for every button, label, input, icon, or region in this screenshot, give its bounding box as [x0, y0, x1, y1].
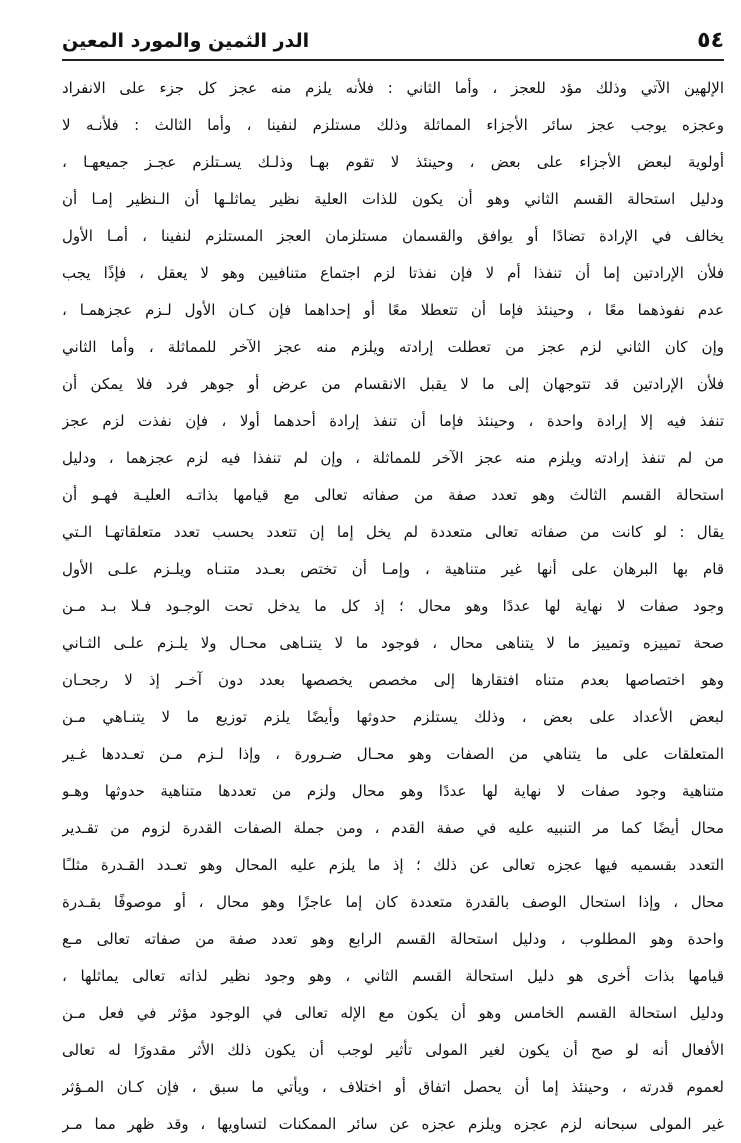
- running-title: الدر الثمين والمورد المعين: [62, 30, 310, 52]
- text-line: محال أيضًا كما مر التنبيه عليه في صفة القدم ، ومن جملة الصفات القدرة لزوم من تقـدير: [62, 819, 724, 837]
- text-line: وهو اختصاصها بعدم متناه افتقارها إلى مخصص يخصصها بعدد دون آخـر إذ لا رجحـان: [62, 671, 724, 689]
- text-line: استحالة القسم الثالث وهو تعدد صفة من صفاته تعالى مع قيامها بذاتـه العليـة فهـو أن: [62, 486, 724, 504]
- body-text: [62, 70, 724, 1143]
- text-line: فلأن الإرادتين قد تتوجهان إلى ما لا يقبل الانقسام من عرض أو جوهر فرد فلا يمكن أن: [62, 375, 724, 393]
- text-line: واحدة وهو المطلوب ، ودليل استحالة القسم الرابع وهو تعدد صفة من صفاته تعالى مـع: [62, 930, 724, 948]
- text-line: المتعلقات على ما يتناهي من الصفات وهو محـال ضـرورة ، وإذا لـزم مـن تعـددها غـير: [62, 745, 724, 763]
- text-line: غير المولى سبحانه لزم عجزه ويلزم عجزه عن سائر الممكنات لتساويها ، وقد ظهر مما مـر: [62, 1115, 724, 1133]
- header-divider: [62, 59, 724, 61]
- text-line: يقال : لو كانت من صفاته تعالى متعددة لم يخل إما إن تتعدد بحسب تعدد متعلقاتهـا الـتي: [62, 523, 724, 541]
- page-number: ٥٤: [697, 28, 724, 53]
- text-line: وعجزه يوجب عجز سائر الأجزاء المماثلة وذلك مستلزم لنفينا ، وأما الثالث : فلأنـه لا: [62, 116, 724, 134]
- text-line: قام بها البرهان على أنها غير متناهية ، وإمـا أن تختص بعـدد متنـاه ويلـزم علـى الأول: [62, 560, 724, 578]
- text-line: ودليل استحالة القسم الثاني وهو أن يكون للذات العلية نظير يماثلـها أن الـنظير إمـا أن: [62, 190, 724, 208]
- text-line: الأفعال أنه لو صح أن يكون لغير المولى تأثير لوجب أن يكون ذلك الأثر مقدورًا له تعالى: [62, 1041, 724, 1059]
- text-line: قيامها بذات أخرى هو دليل استحالة القسم الثاني ، وهو وجود نظير لذاته تعالى يماثلها ،: [62, 967, 724, 985]
- text-line: من لم تنفذ إرادته ويلزم منه عجز الآخر للمماثلة ، وإن لم تنفذا فيه لزم عجزهما ، ودليل: [62, 449, 724, 467]
- text-line: التعدد بقسميه فيها عجزه تعالى عن ذلك ؛ إذ ما يلزم عليه المحال وهو تعـدد القـدرة مثلـًا: [62, 856, 724, 874]
- text-line: متناهية وجود صفات لا نهاية لها عددًا وهو محال ولزم من تعددها متناهية حدوثها وهـو: [62, 782, 724, 800]
- text-line: عدم نفوذهما معًا ، وحينئذ فإما أن تتعطلا معًا أو إحداهما فإن كـان الأول لـزم عجزهمـا ،: [62, 301, 724, 319]
- text-line: أولوية لبعض الأجزاء على بعض ، وحينئذ لا تقوم بهـا وذلـك يسـتلزم عجـز جميعهـا ،: [62, 153, 724, 171]
- text-line: يخالف في الإرادة تضادًا أو يوافق والقسمان مستلزمان العجز المستلزم لنفينا ، أمـا الأول: [62, 227, 724, 245]
- page-header: [62, 26, 724, 58]
- text-line: ودليل استحالة القسم الخامس وهو أن يكون مع الإله تعالى في الوجود مؤثر في فعل مـن: [62, 1004, 724, 1022]
- text-line: فلأن الإرادتين إما أن تنفذا أم لا فإن نفذتا لزم اجتماع متنافيين وهو لا يعقل ، فإذًا يجب: [62, 264, 724, 282]
- text-line: لبعض الأعداد على بعض ، وذلك يستلزم حدوثها وأيضًا يلزم توزيع ما لا يتنـاهي مـن: [62, 708, 724, 726]
- text-line: وإن كان الثاني لزم عجز من تعطلت إرادته ويلزم منه عجز الآخر للمماثلة ، وأما الثاني: [62, 338, 724, 356]
- text-line: وجود صفات لا نهاية لها عددًا وهو محال ؛ إذ كل ما يدخل تحت الوجـود فـلا بـد مـن: [62, 597, 724, 615]
- text-line: محال ، وإذا استحال الوصف بالقدرة متعددة كان إما عاجزًا وهو محال ، أو موصوفًا بقـدرة: [62, 893, 724, 911]
- text-line: الإلهين الآتي وذلك مؤد للعجز ، وأما الثاني : فلأنه يلزم منه عجز كل جزء على الانفراد: [62, 79, 724, 97]
- text-line: لعموم قدرته ، وحينئذ إما أن يحصل اتفاق أو اختلاف ، ويأتي ما سبق ، فإن كـان المـؤثر: [62, 1078, 724, 1096]
- text-line: تنفذ فيه إلا إرادة واحدة ، وحينئذ فإما أن تنفذ إرادة أحدهما أولا ، فإن نفذت لزم عجز: [62, 412, 724, 430]
- text-line: صحة تمييزه وتمييز ما لا يتناهى محال ، فوجود ما لا يتنـاهى محـال ولا يلـزم علـى الثـاني: [62, 634, 724, 652]
